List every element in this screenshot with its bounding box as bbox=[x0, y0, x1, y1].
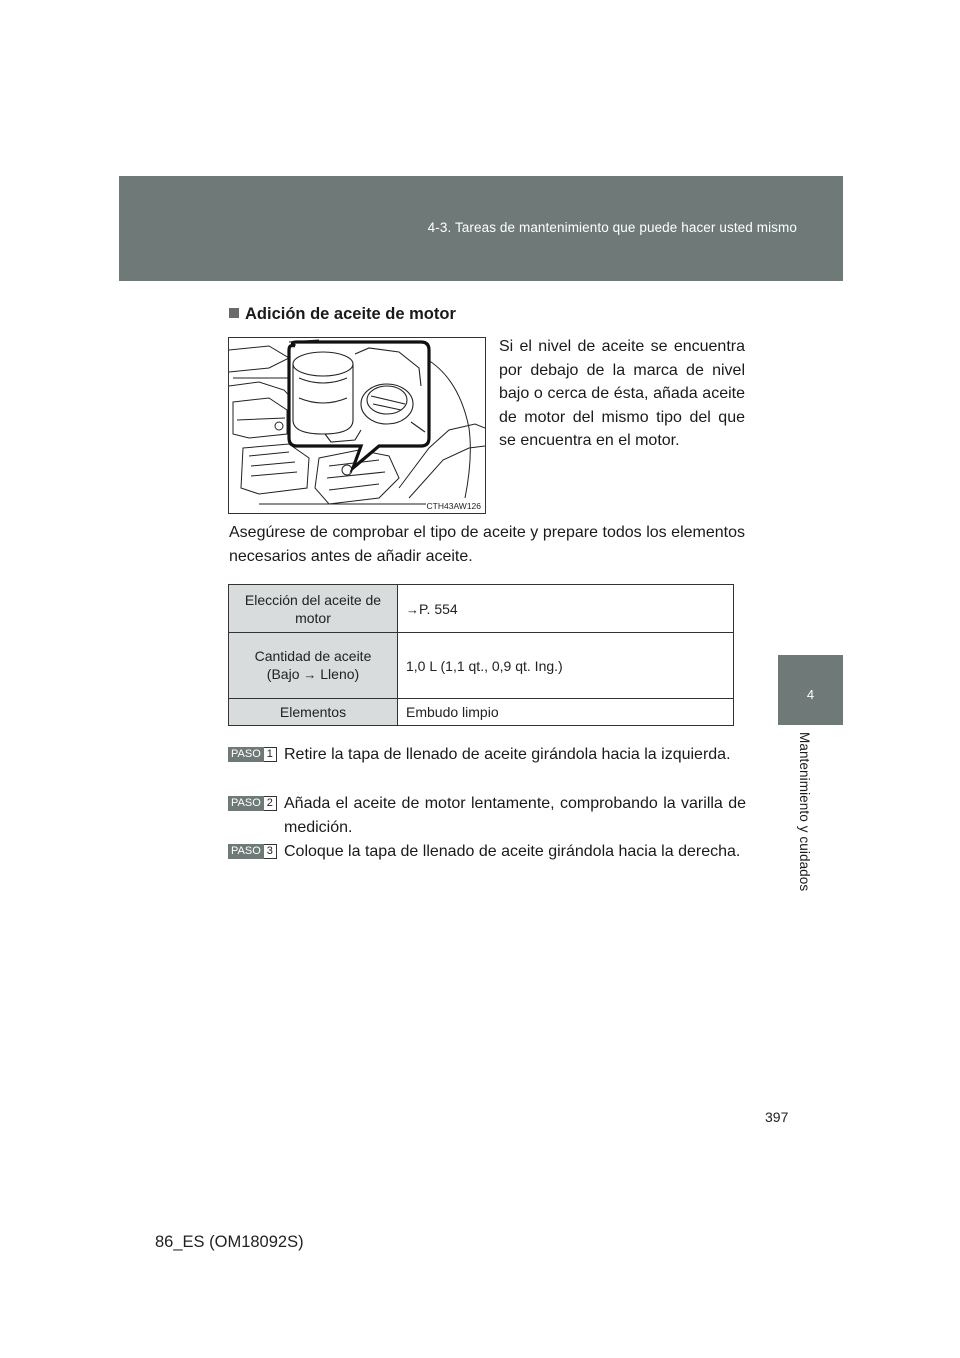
chapter-tab bbox=[778, 655, 843, 725]
bullet-square-icon bbox=[229, 308, 239, 318]
step-1 bbox=[228, 743, 746, 767]
intro-paragraph: Si el nivel de aceite se encuentra por debajo de la marca de nivel bajo o cerca de ésta, añada aceite de motor del mismo tipo del que se encuentra en el motor. bbox=[499, 338, 745, 450]
chapter-number: 4 bbox=[806, 687, 815, 702]
arrow-right-icon: → bbox=[406, 601, 419, 617]
table-row bbox=[229, 699, 734, 726]
table-label: Cantidad de aceite (Bajo → Lleno) bbox=[229, 633, 398, 699]
step-text: Coloque la tapa de llenado de aceite girándola hacia la derecha. bbox=[284, 843, 741, 860]
step-text: Retire la tapa de llenado de aceite girándola hacia la izquierda. bbox=[284, 746, 731, 763]
table-value: 1,0 L (1,1 qt., 0,9 qt. Ing.) bbox=[398, 633, 734, 699]
step-2 bbox=[228, 792, 746, 839]
oil-spec-table bbox=[228, 584, 734, 726]
table-value: →P. 554 bbox=[398, 585, 734, 633]
heading-text: Adición de aceite de motor bbox=[245, 305, 456, 323]
section-title: 4-3. Tareas de mantenimiento que puede hacer usted mismo bbox=[427, 220, 797, 235]
step-badge: PASO 2 bbox=[228, 796, 277, 811]
figure-code: CTH43AW126 bbox=[426, 501, 481, 511]
step-badge: PASO 1 bbox=[228, 747, 277, 762]
header-band bbox=[119, 176, 843, 281]
table-label: Elección del aceite de motor bbox=[229, 585, 398, 633]
footer-code: 86_ES (OM18092S) bbox=[155, 1233, 304, 1251]
step-3 bbox=[228, 840, 746, 864]
chapter-label: Mantenimiento y cuidados bbox=[797, 732, 812, 892]
step-badge: PASO 3 bbox=[228, 844, 277, 859]
check-paragraph: Asegúrese de comprobar el tipo de aceite y prepare todos los elementos necesarios antes de añadir aceite. bbox=[229, 524, 745, 565]
engine-bay-drawing bbox=[229, 338, 485, 513]
table-row bbox=[229, 633, 734, 699]
table-label: Elementos bbox=[229, 699, 398, 726]
page-number: 397 bbox=[765, 1109, 789, 1125]
section-heading bbox=[229, 305, 456, 324]
arrow-right-icon: → bbox=[303, 667, 317, 682]
table-row bbox=[229, 585, 734, 633]
step-text: Añada el aceite de motor lentamente, comprobando la varilla de medición. bbox=[284, 795, 746, 836]
engine-oil-cap-illustration bbox=[228, 337, 486, 514]
table-value: Embudo limpio bbox=[398, 699, 734, 726]
